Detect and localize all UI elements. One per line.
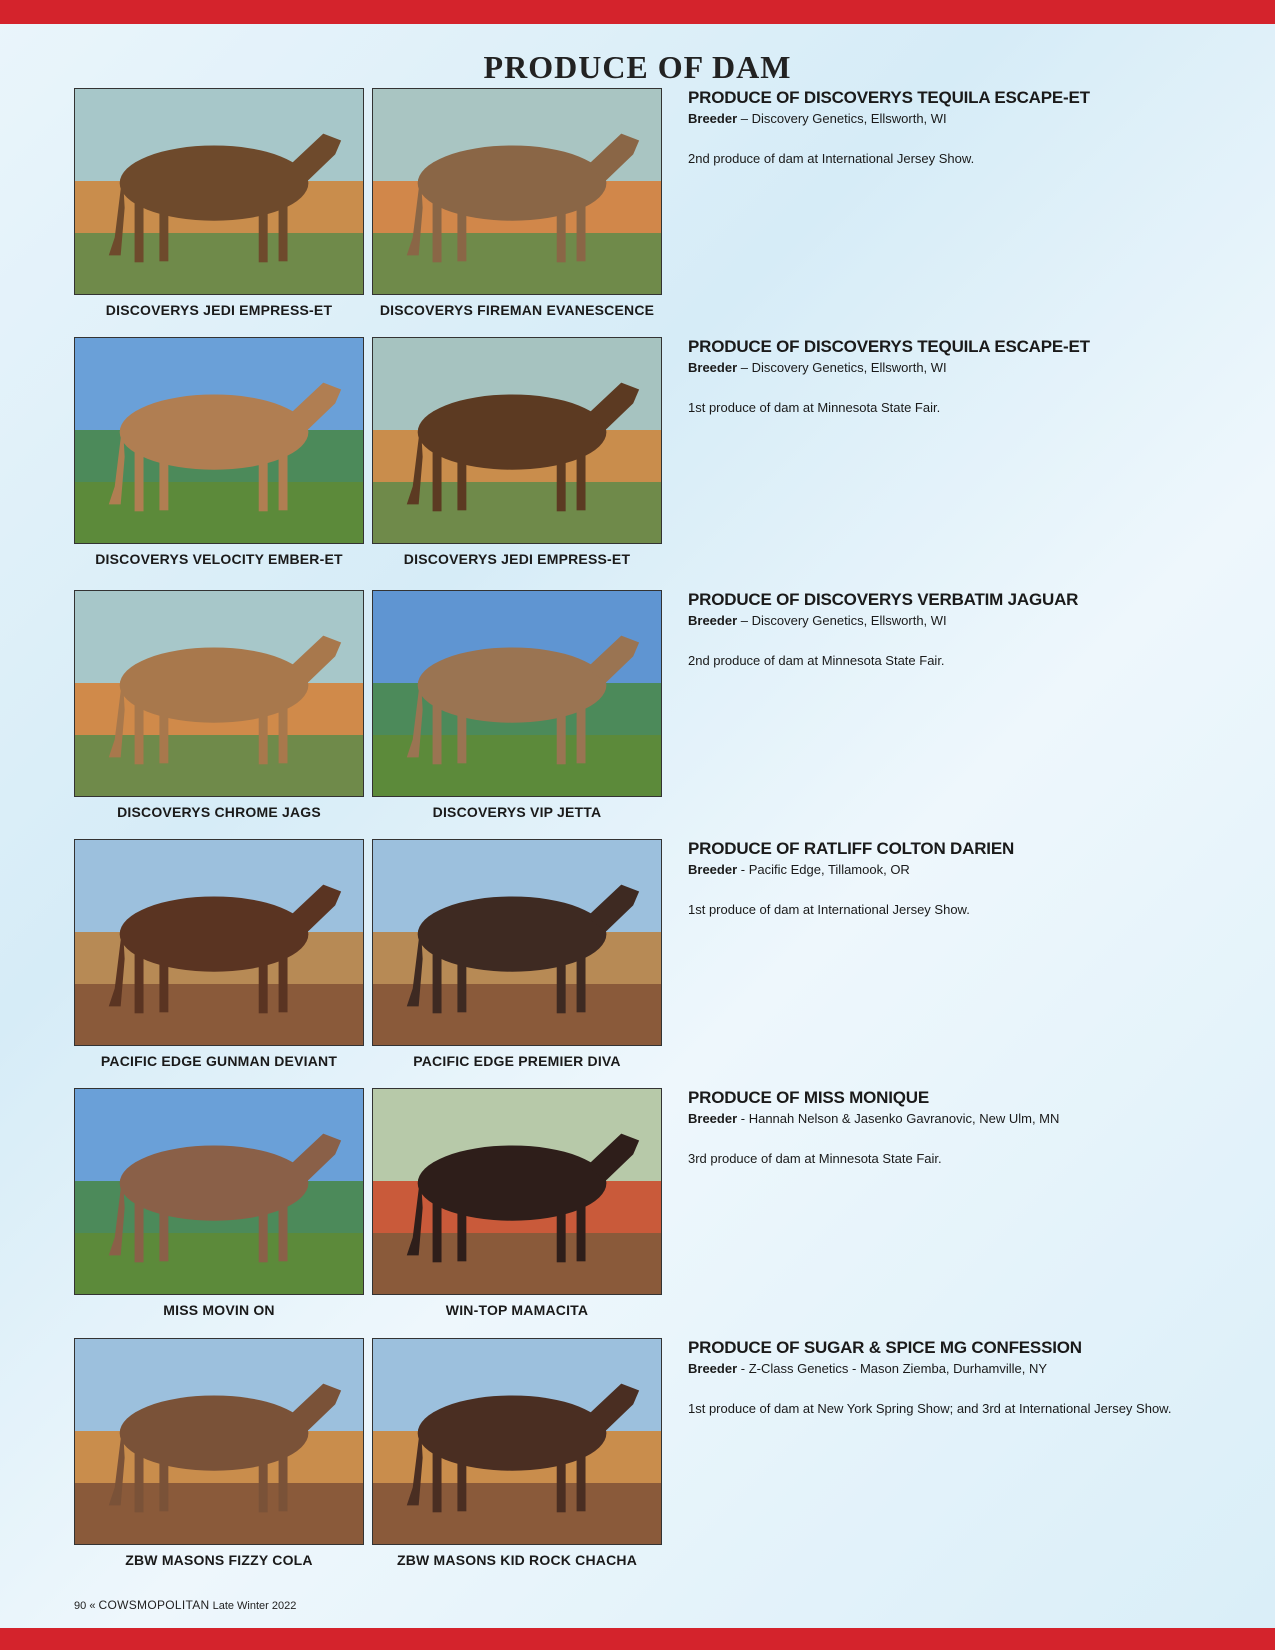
breeder-label: Breeder bbox=[688, 111, 738, 126]
produce-note: 3rd produce of dam at Minnesota State Fair. bbox=[688, 1151, 942, 1166]
photo-caption: DISCOVERYS VIP JETTA bbox=[432, 804, 602, 820]
breeder-label: Breeder bbox=[688, 1361, 738, 1376]
breeder-line bbox=[688, 1360, 1248, 1378]
cow-photo bbox=[74, 839, 364, 1046]
bottom-accent-bar bbox=[0, 1628, 1275, 1650]
entry-info bbox=[688, 590, 1248, 670]
produce-note: 1st produce of dam at International Jersey Show. bbox=[688, 902, 970, 917]
entry-title: PRODUCE OF SUGAR & SPICE MG CONFESSION bbox=[688, 1338, 1082, 1357]
breeder-label: Breeder bbox=[688, 360, 738, 375]
cow-silhouette bbox=[75, 338, 363, 543]
entry-title: PRODUCE OF RATLIFF COLTON DARIEN bbox=[688, 839, 1015, 858]
cow-photo bbox=[372, 839, 662, 1046]
photo-caption: DISCOVERYS JEDI EMPRESS-ET bbox=[403, 551, 631, 567]
cow-silhouette bbox=[373, 1339, 661, 1544]
photo-caption: ZBW MASONS FIZZY COLA bbox=[125, 1552, 313, 1568]
photo-caption: DISCOVERYS CHROME JAGS bbox=[117, 804, 321, 820]
photo-caption: MISS MOVIN ON bbox=[163, 1302, 275, 1318]
cow-silhouette bbox=[75, 1339, 363, 1544]
cow-photo bbox=[372, 590, 662, 797]
cow-silhouette bbox=[373, 591, 661, 796]
cow-photo bbox=[74, 590, 364, 797]
cow-silhouette bbox=[373, 338, 661, 543]
produce-entry bbox=[74, 1088, 1254, 1328]
produce-entry bbox=[74, 88, 1254, 328]
breeder-line bbox=[688, 359, 1248, 377]
cow-photo bbox=[372, 337, 662, 544]
entry-title: PRODUCE OF DISCOVERYS TEQUILA ESCAPE-ET bbox=[688, 88, 1090, 107]
cow-silhouette bbox=[75, 89, 363, 294]
entry-info bbox=[688, 839, 1248, 919]
cow-photo bbox=[372, 1088, 662, 1295]
entry-title: PRODUCE OF DISCOVERYS VERBATIM JAGUAR bbox=[688, 590, 1079, 609]
photo-caption: WIN-TOP MAMACITA bbox=[445, 1302, 589, 1318]
breeder-label: Breeder bbox=[688, 613, 738, 628]
photo-caption: DISCOVERYS FIREMAN EVANESCENCE bbox=[379, 302, 655, 318]
breeder-name: Discovery Genetics, Ellsworth, WI bbox=[751, 613, 947, 628]
produce-entry bbox=[74, 839, 1254, 1079]
photo-caption: ZBW MASONS KID ROCK CHACHA bbox=[396, 1552, 638, 1568]
breeder-name: Z-Class Genetics - Mason Ziemba, Durhamville, NY bbox=[748, 1361, 1048, 1376]
photo-caption: PACIFIC EDGE PREMIER DIVA bbox=[413, 1053, 621, 1069]
cow-silhouette bbox=[75, 840, 363, 1045]
cow-photo bbox=[74, 1088, 364, 1295]
page-footer bbox=[74, 1598, 296, 1612]
entry-info bbox=[688, 337, 1248, 417]
entry-title: PRODUCE OF MISS MONIQUE bbox=[688, 1088, 929, 1107]
cow-silhouette bbox=[75, 591, 363, 796]
page-number: 90 bbox=[74, 1600, 87, 1612]
breeder-line bbox=[688, 861, 1248, 879]
breeder-separator: - bbox=[737, 862, 749, 877]
breeder-name: Discovery Genetics, Ellsworth, WI bbox=[751, 360, 947, 375]
breeder-name: Pacific Edge, Tillamook, OR bbox=[748, 862, 910, 877]
cow-silhouette bbox=[373, 1089, 661, 1294]
photo-caption: DISCOVERYS JEDI EMPRESS-ET bbox=[105, 302, 333, 318]
produce-note: 1st produce of dam at Minnesota State Fair. bbox=[688, 400, 941, 415]
produce-entry bbox=[74, 337, 1254, 577]
produce-entry bbox=[74, 590, 1254, 830]
entry-info bbox=[688, 1338, 1248, 1418]
footer-separator: « bbox=[89, 1600, 96, 1612]
produce-entry bbox=[74, 1338, 1254, 1578]
breeder-line bbox=[688, 1110, 1248, 1128]
breeder-line bbox=[688, 110, 1248, 128]
breeder-name: Discovery Genetics, Ellsworth, WI bbox=[751, 111, 947, 126]
cow-photo bbox=[372, 1338, 662, 1545]
cow-silhouette bbox=[373, 840, 661, 1045]
entry-info bbox=[688, 1088, 1248, 1168]
cow-silhouette bbox=[75, 1089, 363, 1294]
entry-title: PRODUCE OF DISCOVERYS TEQUILA ESCAPE-ET bbox=[688, 337, 1090, 356]
breeder-separator: – bbox=[737, 613, 752, 628]
breeder-separator: – bbox=[737, 111, 752, 126]
breeder-label: Breeder bbox=[688, 862, 738, 877]
produce-note: 2nd produce of dam at Minnesota State Fair. bbox=[688, 653, 945, 668]
breeder-line bbox=[688, 612, 1248, 630]
cow-silhouette bbox=[373, 89, 661, 294]
breeder-separator: - bbox=[737, 1111, 749, 1126]
entry-info bbox=[688, 88, 1248, 168]
top-accent-bar bbox=[0, 0, 1275, 24]
produce-note: 2nd produce of dam at International Jersey Show. bbox=[688, 151, 975, 166]
breeder-label: Breeder bbox=[688, 1111, 738, 1126]
issue-name: Late Winter 2022 bbox=[212, 1600, 297, 1612]
breeder-name: Hannah Nelson & Jasenko Gavranovic, New Ulm, MN bbox=[748, 1111, 1060, 1126]
cow-photo bbox=[372, 88, 662, 295]
photo-caption: DISCOVERYS VELOCITY EMBER-ET bbox=[95, 551, 343, 567]
cow-photo bbox=[74, 88, 364, 295]
publication-name: COWSMOPOLITAN bbox=[98, 1598, 210, 1612]
cow-photo bbox=[74, 337, 364, 544]
photo-caption: PACIFIC EDGE GUNMAN DEVIANT bbox=[100, 1053, 338, 1069]
breeder-separator: - bbox=[737, 1361, 749, 1376]
page-title: PRODUCE OF DAM bbox=[483, 49, 792, 86]
produce-note: 1st produce of dam at New York Spring Show; and 3rd at International Jersey Show. bbox=[688, 1401, 1172, 1416]
breeder-separator: – bbox=[737, 360, 752, 375]
cow-photo bbox=[74, 1338, 364, 1545]
